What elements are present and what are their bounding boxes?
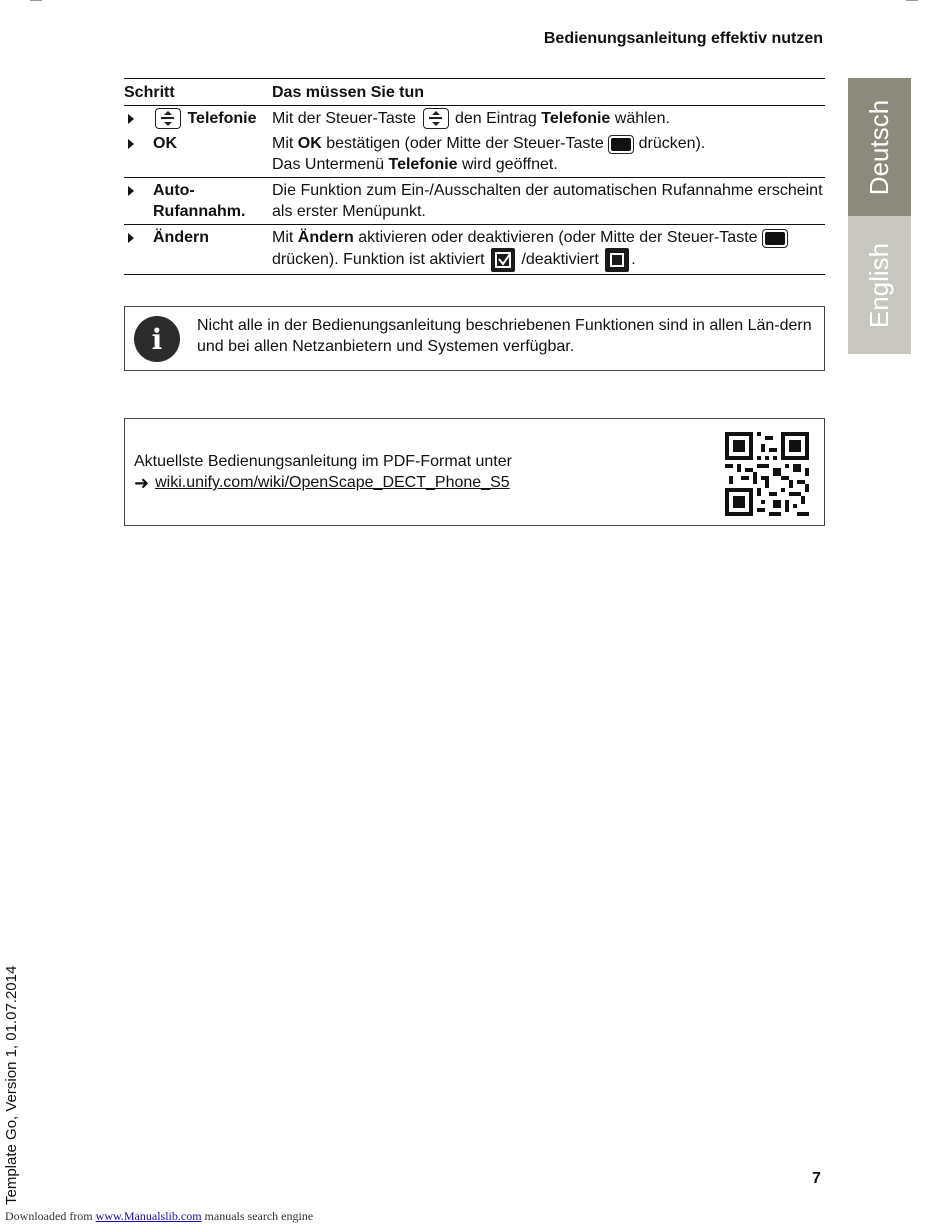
tab-english[interactable]	[848, 216, 911, 354]
text-segment: Das Untermenü	[272, 156, 385, 174]
text-segment: /deaktiviert	[521, 251, 599, 269]
action-aendern	[272, 225, 825, 275]
footer-prefix: Downloaded from	[5, 1209, 93, 1223]
text-segment: den Eintrag	[454, 110, 537, 127]
step-arrow-icon	[128, 114, 134, 124]
text-segment: aktivieren oder deaktivieren (oder Mitte der Steuer-Taste	[358, 229, 758, 247]
action-ok	[272, 131, 825, 178]
info-notice-text: Nicht alle in der Bedienungsanleitung beschriebenen Funktionen sind in allen Län-dern und bei allen Netzanbietern und Systemen verfügbar.	[197, 317, 812, 355]
footer-suffix: manuals search engine	[204, 1209, 314, 1223]
step-label-aendern: Ändern	[153, 229, 209, 247]
checkbox-checked-icon	[491, 248, 515, 272]
table-header-row	[124, 79, 825, 106]
table-row-aendern	[124, 225, 825, 275]
action-telefonie	[272, 106, 825, 132]
text-segment: Mit	[272, 135, 294, 153]
template-version-note: Template Go, Version 1, 01.07.2014	[3, 965, 20, 1205]
step-label-ok: OK	[153, 135, 177, 153]
info-icon: i	[134, 316, 180, 362]
download-footer	[5, 1209, 313, 1224]
step-label-auto	[153, 180, 245, 222]
page-header-title: Bedienungsanleitung effektiv nutzen	[543, 30, 823, 47]
tab-deutsch-label: Deutsch	[864, 99, 895, 195]
control-key-icon	[423, 108, 449, 129]
steps-table	[124, 78, 825, 275]
info-notice-box	[124, 306, 825, 371]
crop-mark-left	[30, 0, 42, 1]
step-label-telefonie: Telefonie	[187, 110, 257, 127]
text-segment: Mit der Steuer-Taste	[272, 110, 417, 127]
text-segment: drücken).	[638, 135, 706, 153]
page-number: 7	[812, 1170, 821, 1187]
checkbox-unchecked-icon	[605, 248, 629, 272]
text-segment: drücken). Funktion ist aktiviert	[272, 251, 485, 269]
header-tun: Das müssen Sie tun	[272, 79, 825, 106]
action-auto: Die Funktion zum Ein-/Ausschalten der automatischen Rufannahme erscheint als erster Menüpunkt.	[272, 178, 825, 225]
step-arrow-icon	[128, 139, 134, 149]
header-schritt: Schritt	[124, 79, 272, 106]
table-row-telefonie	[124, 106, 825, 132]
step-arrow-icon	[128, 186, 134, 196]
text-emphasis: Telefonie	[541, 110, 611, 127]
text-emphasis: OK	[297, 135, 322, 153]
text-segment: bestätigen (oder Mitte der Steuer-Taste	[326, 135, 604, 153]
step-arrow-icon	[128, 233, 134, 243]
crop-mark-right	[906, 0, 918, 1]
tab-english-label: English	[864, 242, 894, 328]
center-key-icon	[762, 229, 788, 248]
step-label-line: Rufannahm.	[153, 203, 246, 221]
arrow-right-icon: ➜	[134, 472, 150, 493]
text-segment: .	[631, 251, 636, 269]
control-key-icon	[155, 108, 181, 129]
pdf-manual-link[interactable]: wiki.unify.com/wiki/OpenScape_DECT_Phone_S5	[155, 474, 510, 491]
pdf-manual-box	[124, 418, 825, 526]
text-segment: Mit	[272, 229, 294, 247]
qr-code-icon	[725, 432, 809, 516]
pdf-manual-text: Aktuellste Bedienungsanleitung im PDF-Format unter	[134, 453, 512, 470]
tab-deutsch[interactable]	[848, 78, 911, 216]
table-row-ok	[124, 131, 825, 178]
manualslib-link[interactable]: www.Manualslib.com	[95, 1209, 202, 1223]
text-emphasis: Ändern	[297, 229, 354, 247]
center-key-icon	[608, 135, 634, 154]
text-segment: wird geöffnet.	[462, 156, 558, 174]
text-segment: wählen.	[614, 110, 670, 127]
step-label-line: Auto-	[153, 182, 195, 200]
text-emphasis: Telefonie	[388, 156, 458, 174]
table-row-auto-rufannahme	[124, 178, 825, 225]
